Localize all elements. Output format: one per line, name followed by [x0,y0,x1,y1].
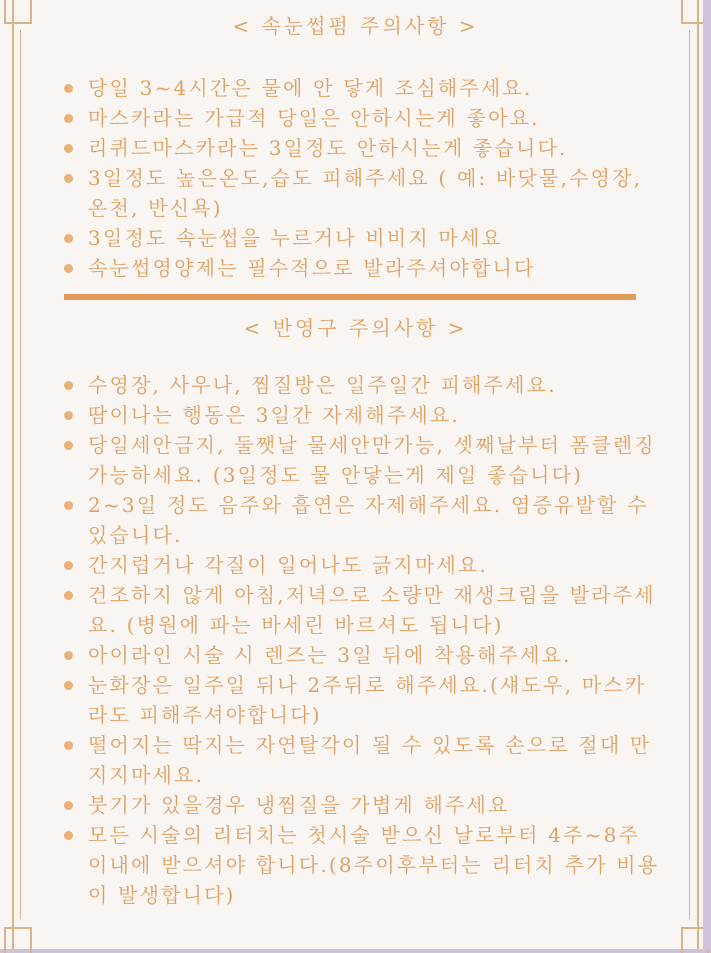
lash-perm-care-list [62,73,660,283]
list-item: 수영장, 사우나, 찜질방은 일주일간 피해주세요. [62,370,660,400]
list-item: 3일정도 높은온도,습도 피해주세요 ( 예: 바닷물,수영장, 온천, 반신욕) [62,163,660,223]
list-item: 모든 시술의 리터치는 첫시술 받으신 날로부터 4주~8주 이내에 받으셔야 합니다.(8주이후부터는 리터치 추가 비용이 발생합니다) [62,820,660,910]
frame-line [697,0,699,949]
list-item: 눈화장은 일주일 뒤나 2주뒤로 해주세요.(섀도우, 마스카라도 피해주셔야합니다) [62,670,660,730]
section-title-lash-perm: < 속눈썹펌 주의사항 > [232,14,479,38]
frame-line [20,30,21,919]
list-item: 당일세안금지, 둘쨋날 물세안만가능, 셋째날부터 폼클렌징가능하세요. (3일정도 물 안닿는게 제일 좋습니다) [62,430,660,490]
section-divider [64,294,636,300]
list-item: 리퀴드마스카라는 3일정도 안하시는게 좋습니다. [62,133,660,163]
frame-line [689,30,690,919]
list-item: 붓기가 있을경우 냉찜질을 가볍게 해주세요 [62,790,660,820]
list-item: 3일정도 속눈썹을 누르거나 비비지 마세요 [62,223,660,253]
list-item: 떨어지는 딱지는 자연탈각이 될 수 있도록 손으로 절대 만지지마세요. [62,730,660,790]
list-item: 간지럽거나 각질이 일어나도 긁지마세요. [62,550,660,580]
frame-corner-ornament [4,927,32,953]
list-item: 마스카라는 가급적 당일은 안하시는게 좋아요. [62,103,660,133]
list-item: 땀이나는 행동은 3일간 자제해주세요. [62,400,660,430]
frame-line [12,0,14,949]
list-item: 건조하지 않게 아침,저녁으로 소량만 재생크림을 발라주세요. (병원에 파는 바세린 바르셔도 됩니다) [62,580,660,640]
list-item: 2~3일 정도 음주와 흡연은 자제해주세요. 염증유발할 수 있습니다. [62,490,660,550]
list-item: 속눈썹영양제는 필수적으로 발라주셔야합니다 [62,253,660,283]
list-item: 당일 3~4시간은 물에 안 닿게 조심해주세요. [62,73,660,103]
list-item: 아이라인 시술 시 렌즈는 3일 뒤에 착용해주세요. [62,640,660,670]
semi-permanent-care-list [62,370,660,910]
background-edge [703,0,711,949]
section-title-semi-permanent: < 반영구 주의사항 > [243,316,468,340]
